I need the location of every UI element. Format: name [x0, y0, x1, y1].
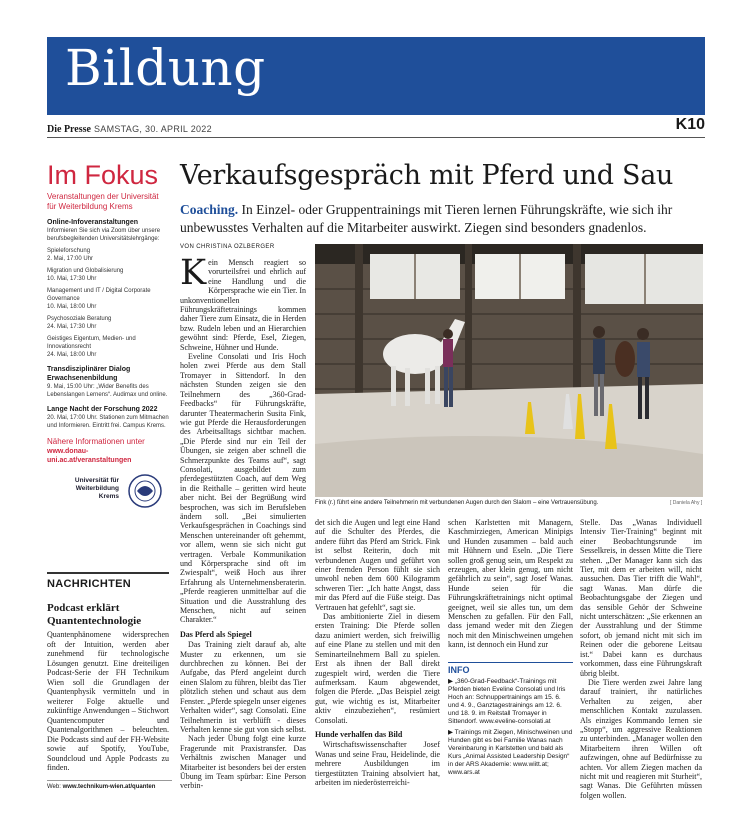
info-paragraph: ▶ „360-Grad-Feedback“-Trainings mit Pferden bieten Eveline Consolati und Iris Hoch an: Schnuppertrainings am 15. 6. und 4. 9., Ganztagestrainings am 12. 6. und 18. 9. im Reitstall Tromayer in Sittendorf. www.eveline-consolati.at — [448, 678, 566, 725]
news-heading: NACHRICHTEN — [47, 572, 169, 590]
paragraph: Das ambitionierte Ziel in diesem ersten Training: Die Pferde sollen dazu animiert werden, sich freiwillig auf eine Plane zu stellen und mit den Seminarteilnehmern Ball zu spielen. Erst als ihnen der Ball direkt zugespielt wird, werden die Tiere aufmerksam. Kaum abgewendet, folgen die Pferde. „Das Beispiel zeigt gut, wie wichtig es ist, Mitarbeiter aktiv einzubeziehen“, resümiert Consolati. — [315, 612, 440, 725]
article-headline: Verkaufsgespräch mit Pferd und Sau — [180, 160, 674, 191]
news-body: Quantenphänomene widersprechen oft der Intuition, werden aber zunehmend für technologische Lösungen genutzt. Eine dreiteiligen Podcast-Serie der FH Technikum Wien soll die Grundlagen der Quantenphysik vermitteln und in weiterer Folge aktuelle und zukünftige Anwendungen – Stichwort Quantencomputer und Quantenalgorithmen – beleuchten. Die Podcasts sind auf der FH-Website sowie auf Spotify, YouTube, Soundcloud und Apple Podcasts zu finden. — [47, 630, 169, 772]
fokus-url-link[interactable]: www.donau-uni.ac.at/veranstaltungen — [47, 448, 132, 464]
fokus-subtitle: Veranstaltungen der Universität für Weiterbildung Krems — [47, 192, 159, 211]
fokus-event-item: Management und IT / Digital Corporate Governance 10. Mai, 18:00 Uhr — [47, 288, 151, 310]
fokus-more-info: Nähere Informationen unter — [47, 437, 145, 446]
article-lead — [180, 201, 700, 237]
drop-cap: K — [180, 253, 207, 293]
lead-kicker: Coaching. — [180, 202, 239, 217]
fokus-event-item: Migration und Globalisierung 10. Mai, 17:30 Uhr — [47, 268, 124, 282]
photo-credit: [ Daniela Ahy ] — [670, 500, 703, 506]
masthead — [47, 116, 705, 138]
paper-name: Die Presse — [47, 124, 91, 135]
lead-text: In Einzel- oder Gruppentrainings mit Tieren lernen Führungskräfte, wie sich ihr unbewusstes Verhalten auf die Mitarbeiter auswirkt. Ziegen sind besonders gnadenlos. — [180, 202, 673, 235]
fokus-event-item: Spieleforschung 2. Mai, 17:00 Uhr — [47, 248, 94, 262]
byline: VON CHRISTINA OZLBERGER — [180, 244, 275, 250]
paragraph: ein Mensch reagiert so vorurteilsfrei und ehrlich auf eine Handlung und die Körpersprache wie ein Tier. In unkonventionellen Führungskräftetrainings kommen daher Tiere zum Einsatz, die in Herden bzw. Rudeln leben und an Hierarchien gewöhnt sind: Pferde, Esel, Ziegen, Schweine, Hühner und Hunde. — [180, 258, 306, 352]
paragraph: Stelle. Das „Wanas Individuell Intensiv Tier-Training“ beginnt mit einer Beobachtungsrunde im Sesselkreis, in dessen Mitte die Tiere stehen. „Der Manager kann sich das Tier, mit dem er arbeiten will, nicht aussuchen. Das Tier trifft die Wahl“, sagt Wanas. Man dürfe die Beobachtungsgabe der Ziegen und das sensible Gehör der Schweine nicht unterschätzen: „Sie erkennen an der Ausstrahlung und der Stimme sofort, ob jemand nicht mit sich im Reinen oder die geborene Leitsau ist.“ Dabei kann es durchaus vorkommen, dass eine Führungskraft übrig bleibt. — [580, 518, 702, 678]
paragraph: Nach jeder Übung folgt eine kurze Fragerunde mit Praxistransfer. Das Verhältnis zwischen Manager und Mitarbeiter ist besonders bei der ersten Übung im Team spürbar: Eine Person verbin- — [180, 734, 306, 791]
issue-date: SAMSTAG, 30. APRIL 2022 — [93, 124, 212, 134]
info-paragraph: ▶ Trainings mit Ziegen, Minischweinen und Hunden gibt es bei Familie Wanas nach Vereinbarung in Karlstetten und bald als Kurs „Animal Assisted Leadership Design“ in der ARS Akademie: www.wiitt.at; www.ars.at — [448, 729, 573, 776]
fokus-dialog-text: 9. Mai, 15:00 Uhr: „Wider Benefits des Lebenslangen Lernens“. Audimax und online. — [47, 384, 168, 398]
article-photo — [315, 244, 703, 497]
article-column-4 — [580, 518, 702, 800]
paragraph: det sich die Augen und legt eine Hand auf die Schulter des Pferdes, die andere führt das Pferd am Strick. Fink ist selbst Reiterin, doch mit verbundenen Augen und geführt von einer fremden Person fühlt sie sich unwohl neben dem 600 Kilogramm schweren Tier: „Ich hatte Angst, dass mir das Pferd auf die Füße steigt. Das Vertrauen hat gefehlt“, sagt sie. — [315, 518, 440, 612]
info-box — [448, 662, 573, 777]
fokus-online-heading: Online-Infoveranstaltungen — [47, 219, 139, 226]
fokus-event-item: Geistiges Eigentum, Medien- und Innovationsrecht 24. Mai, 18:00 Uhr — [47, 336, 136, 358]
paragraph: Das Training zielt darauf ab, alte Muster zu erkennen, um sie durchbrechen zu können. Bei der Aufgabe, das Pferd angeleint durch einen Slalom zu führen, bleibt das Tier plötzlich stehen und schaut aus dem Fenster. „Pferde spiegeln unser eigenes Verhalten wider“, sagt Consolati. Eine Teilnehmerin ist verblüfft - dieses Verhalten kenne sie gut von sich selbst. — [180, 640, 306, 734]
subheading: Hunde verhalfen das Bild — [315, 729, 403, 739]
paragraph: schen Karlstetten mit Managern, Kaschmirziegen, American Minipigs und Hunden zusammen – bald auch mit Hühnern und Eseln. „Die Tiere sollen groß genug sein, um Respekt zu erzeugen, aber klein genug, um nicht gefährlich zu sein“, sagt Josef Wanas. Hunde seien für die Führungskräftetrainings nicht optimal geeignet, weil sie alles tun, um dem Menschen zu gefallen. Für den Fall, dass jemand weder mit den Ziegen noch mit den Minischweinen umgehen kann, ist dennoch ein Hund zur — [448, 518, 573, 650]
section-banner — [47, 37, 705, 115]
fokus-title: Im Fokus — [47, 160, 159, 190]
article-column-3 — [448, 518, 573, 650]
photo-caption: Fink (r.) führt eine andere Teilnehmerin mit verbundenen Augen durch den Slalom – eine Vertrauensübung. — [315, 500, 599, 506]
fokus-nacht-text: 20. Mai, 17:00 Uhr. Stationen zum Mitmachen und Informieren. Eintritt frei. Campus Krems. — [47, 415, 169, 429]
paragraph: Eveline Consolati und Iris Hoch holen zwei Pferde aus dem Stall Tromayer in Sittendorf. In den nächsten Stunden zeigen sie den Teilnehmern des „360-Grad-Feedbacks“ für Führungskräfte, darunter Theatermacherin Susita Fink, wie gut Pferde die Herausforderungen des Arbeitsalltags sichtbar machen. „Die Pferde sind nur ein Teil der Übungen, sie zeigen aber schnell die Schmerzpunkte des Teams auf“, sagt Consolati, ausgebildet zum pferdegestützten Coach, auf dem Weg in die Reithalle – geritten wird heute aber nicht. Bei der Begrüßung wird besprochen, was sich im Berufsleben ändern soll. „Bei simulierten Verkaufsgesprächen in Coachings sind Menschen untereinander oft gehemmt, vor allem, wenn sie sich nicht gut vertragen. Verbale Kommunikation und Körpersprache sind oft im Zwiespalt“, weiß Hoch aus ihrer Erfahrung als Unternehmensberaterin. „Pferde reagieren unmittelbar auf die Situation und die Ausstrahlung des Menschen, nicht auf seinen Charakter.“ — [180, 352, 306, 625]
paragraph: Die Tiere werden zwei Jahre lang darauf trainiert, ihr natürliches Verhalten zu zeigen, aber menschlichen Kontakt zuzulassen. Als einziges Kommando lernen sie „Stopp“, um aggressive Reaktionen zu unterbinden. „Manager wollen den Mitarbeitern ihren Willen oft aufzwingen, ohne auf Bedürfnisse zu achten. Vor allem Ziegen machen da nicht mit und reagieren mit Sturheit“, sagt Wanas. Die Geführten müssen folgen wollen. — [580, 677, 702, 800]
subheading: Das Pferd als Spiegel — [180, 629, 252, 639]
fokus-box — [47, 160, 169, 511]
fokus-dialog-heading: Transdisziplinärer Dialog Erwachsenenbildung — [47, 366, 131, 382]
news-web — [47, 780, 172, 790]
page-number: K10 — [675, 116, 705, 133]
info-heading: INFO — [448, 662, 573, 675]
article-column-2 — [315, 518, 440, 787]
section-title: Bildung — [65, 39, 266, 97]
news-web-label: Web: — [47, 784, 61, 790]
paragraph: Wirtschaftswissenschafter Josef Wanas und seine Frau, Heidelinde, die mehrere Ausbildungen im tiergestützten Training absolviert hat, arbeiten im niederösterreichi- — [315, 740, 440, 787]
university-logo-text: Universität für Weiterbildung Krems — [74, 477, 119, 500]
news-web-link[interactable]: www.technikum-wien.at/quanten — [62, 784, 156, 790]
fokus-nacht-heading: Lange Nacht der Forschung 2022 — [47, 406, 158, 413]
news-title: Podcast erklärt Quantentechnologie — [47, 602, 142, 627]
fokus-event-item: Psychosoziale Beratung 24. Mai, 17:30 Uhr — [47, 316, 112, 330]
university-seal-icon — [127, 473, 163, 509]
university-logo — [47, 473, 169, 511]
article-column-1 — [180, 253, 306, 791]
fokus-online-text: Informieren Sie sich via Zoom über unsere berufsbegleitenden Universitätslehrgänge: — [47, 228, 161, 242]
